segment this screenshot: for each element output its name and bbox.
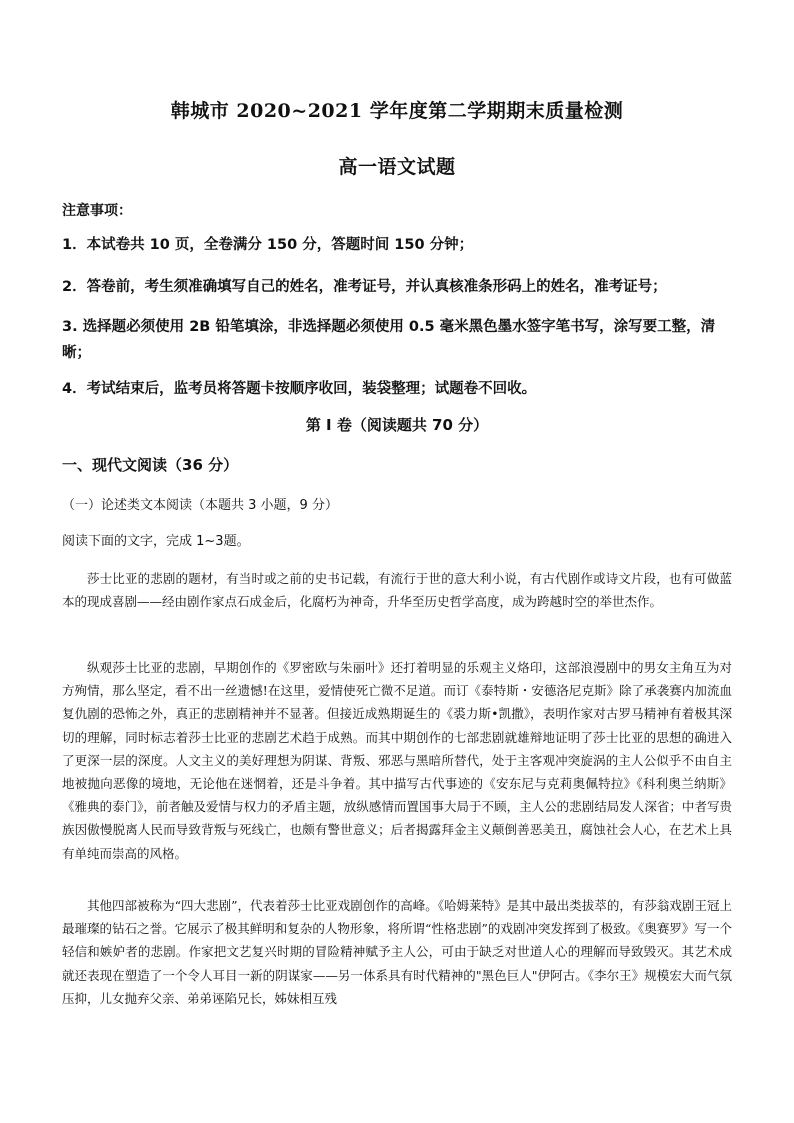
subsection-title: （一）论述类文本阅读（本题共 3 小题，9 分）: [62, 498, 338, 513]
passage-paragraph-2: 纵观莎士比亚的悲剧，早期创作的《罗密欧与朱丽叶》还打着明显的乐观主义烙印，这部浪漫剧中的男女主角互为对方殉情，那么坚定，看不出一丝遗憾!在这里，爱情使死亡微不足道。而订《泰特斯・安德洛尼克斯》除了承袭赛内加流血复仇剧的恐怖之外，真正的悲剧精神并不显著。但接近成熟期诞生的《裘力斯•凯撒》，表明作家对古罗马精神有着极其深切的理解，同时标志着莎士比亚的悲剧艺术趋于成熟。而其中期创作的七部悲剧就雄辩地证明了莎士比亚的思想的确进入了更深一层的深度。人文主义的美好理想为阴谋、背叛、邪恶与黑暗所替代，处于主客观冲突旋涡的主人公似乎不由自主地被抛向恶像的境地，无论他在迷惘着，还是斗争着。其中描写古代事迹的《安东尼与克莉奥佩特拉》《科利奥兰纳斯》《雅典的泰门》，前者触及爱情与权力的矛盾主题，放纵感情而置国事大局于不顾，主人公的悲剧结局发人深省；中者写贵族因傲慢脱离人民而导致背叛与死线亡，也颇有警世意义；后者揭露拜金主义颠倒善恶美丑，腐蚀社会人心，在艺术上具有单纯而崇高的风格。: [62, 660, 732, 861]
reading-instruction: 阅读下面的文字，完成 1~3题。: [62, 534, 250, 549]
exam-subtitle: 高一语文试题: [338, 156, 456, 178]
notice-heading: 注意事项：: [62, 203, 132, 219]
notice-item-2: 2．答卷前，考生须准确填写自己的姓名，准考证号，并认真核准条形码上的姓名，准考证号；: [62, 279, 667, 295]
passage-paragraph-3: 其他四部被称为“四大悲剧”，代表着莎士比亚戏剧创作的高峰。《哈姆莱特》是其中最出类拔萃的，有莎翁戏剧王冠上最璀璨的钻石之誉。它展示了极其鲜明和复杂的人物形象，将所谓“性格悲剧”的戏剧冲突发挥到了极致。《奥赛罗》写一个轻信和嫉妒者的悲剧。作家把文艺复兴时期的冒险精神赋予主人公，可由于缺乏对世道人心的理解而导致毁灭。其艺术成就还表现在塑造了一个令人耳目一新的阴谋家——另一体系具有时代精神的"黑色巨人"伊阿古。《李尔王》规模宏大而气氛压抑，儿女抛弃父亲、弟弟诬陷兄长，姊妹相互残: [62, 898, 732, 1006]
notice-item-4: 4．考试结束后，监考员将答题卡按顺序收回，装袋整理；试题卷不回收。: [62, 381, 537, 397]
notice-item-3: 3. 选择题必须使用 2B 铅笔填涂，非选择题必须使用 0.5 毫米黑色墨水签字笔书写，涂写要工整，清晰；: [62, 319, 716, 361]
exam-title: 韩城市 2020~2021 学年度第二学期期末质量检测: [170, 100, 624, 122]
notice-item-1: 1．本试卷共 10 页，全卷满分 150 分，答题时间 150 分钟；: [62, 237, 474, 253]
passage-paragraph-1: 莎士比亚的悲剧的题材，有当时或之前的史书记载，有流行于世的意大利小说，有古代剧作或诗文片段，也有可做蓝本的现成喜剧——经由剧作家点石成金后，化腐朽为神奇，升华至历史哲学高度，成为跨越时空的举世杰作。: [62, 571, 732, 610]
volume-title: 第 I 卷（阅读题共 70 分）: [305, 416, 489, 434]
section-title: 一、现代文阅读（36 分）: [62, 456, 239, 474]
